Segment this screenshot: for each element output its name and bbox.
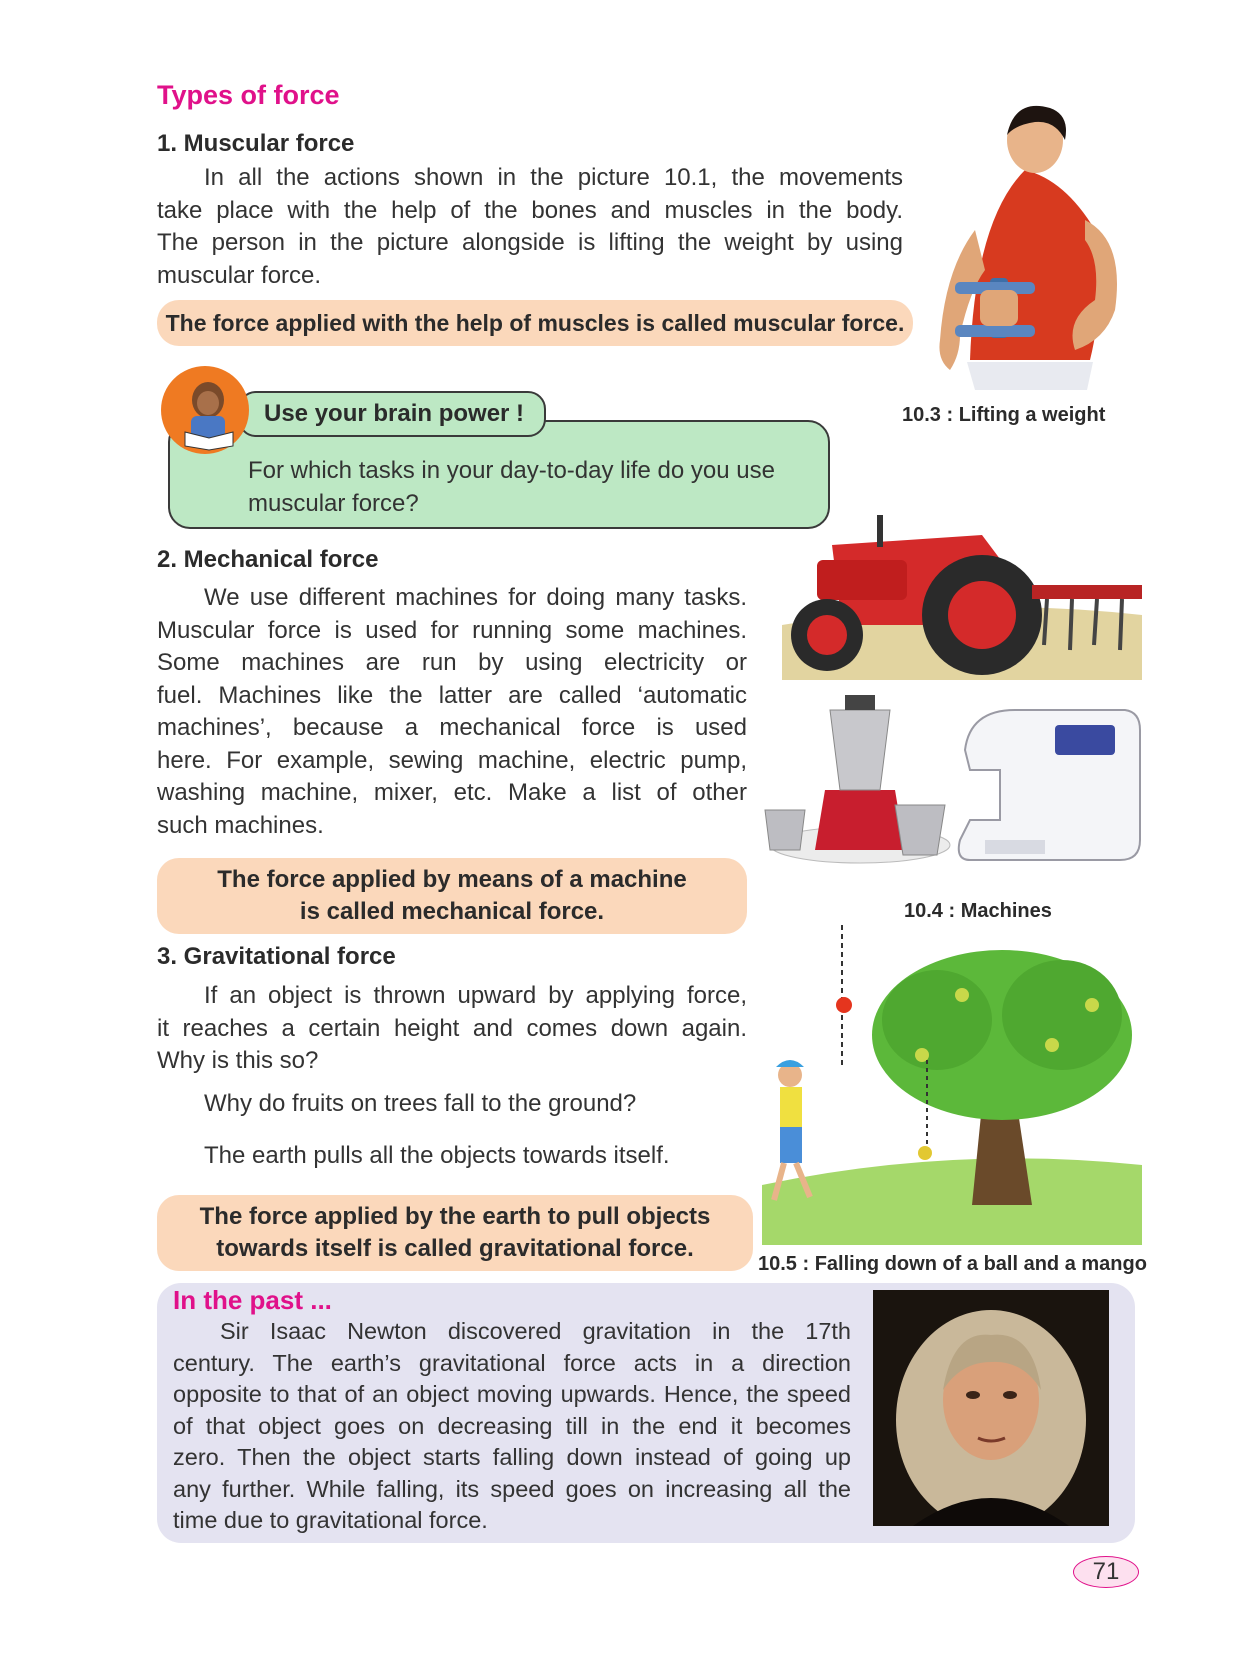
muscular-paragraph: In all the actions shown in the picture 10.1, the movements take place with the help of the bones and muscles in the body. The person in the picture alongside is lifting the weight by using muscular force.: [157, 164, 903, 289]
in-the-past-paragraph: Sir Isaac Newton discovered gravitation in the 17th century. The earth’s gravitational force acts in a direction opposite to that of an object moving upwards. Hence, the speed of that object goes on decreasing till in the end it becomes zero. Then the object starts falling down instead of going up any further. While falling, its speed goes on increasing all the time due to gravitational force.: [173, 1318, 851, 1533]
newton-portrait: [873, 1290, 1109, 1526]
gravitational-answer: The earth pulls all the objects towards itself.: [204, 1142, 670, 1169]
brain-power-title: Use your brain power !: [238, 391, 546, 437]
in-the-past-heading: In the past ...: [173, 1285, 332, 1315]
muscular-definition: The force applied with the help of muscles is called muscular force.: [157, 300, 913, 346]
muscular-heading: 1. Muscular force: [157, 130, 355, 157]
section-title: Types of force: [157, 80, 340, 110]
gravitational-heading: 3. Gravitational force: [157, 943, 396, 970]
tractor-illustration: [782, 505, 1142, 680]
mechanical-paragraph: We use different machines for doing many tasks. Muscular force is used for running some machines. Some machines are run by using electricity or fuel. Machines like the latter are called ‘automatic machines’, because a mechanical force is used here. For example, sewing machine, electric pump, washing machine, mixer, etc. Make a list of other such machines.: [157, 584, 747, 839]
weightlifter-illustration: [915, 100, 1145, 390]
mechanical-heading: 2. Mechanical force: [157, 546, 379, 573]
caption-10-4: 10.4 : Machines: [904, 900, 1052, 922]
gravitational-paragraph: If an object is thrown upward by applying force, it reaches a certain height and comes down again. Why is this so?: [157, 982, 747, 1074]
girl-reading-icon: [161, 366, 249, 454]
mechanical-definition: The force applied by means of a machine is called mechanical force.: [157, 858, 747, 934]
caption-10-5: 10.5 : Falling down of a ball and a mango: [758, 1253, 1147, 1275]
gravitational-question: Why do fruits on trees fall to the ground?: [204, 1090, 637, 1117]
machines-illustration: [755, 690, 1145, 880]
gravitational-definition: The force applied by the earth to pull objects towards itself is called gravitational force.: [157, 1195, 753, 1271]
caption-10-3: 10.3 : Lifting a weight: [902, 404, 1106, 426]
page-number: 71: [1073, 1556, 1139, 1588]
brain-power-text: For which tasks in your day-to-day life do you use muscular force?: [248, 457, 775, 517]
tree-ball-mango-illustration: [762, 925, 1142, 1245]
